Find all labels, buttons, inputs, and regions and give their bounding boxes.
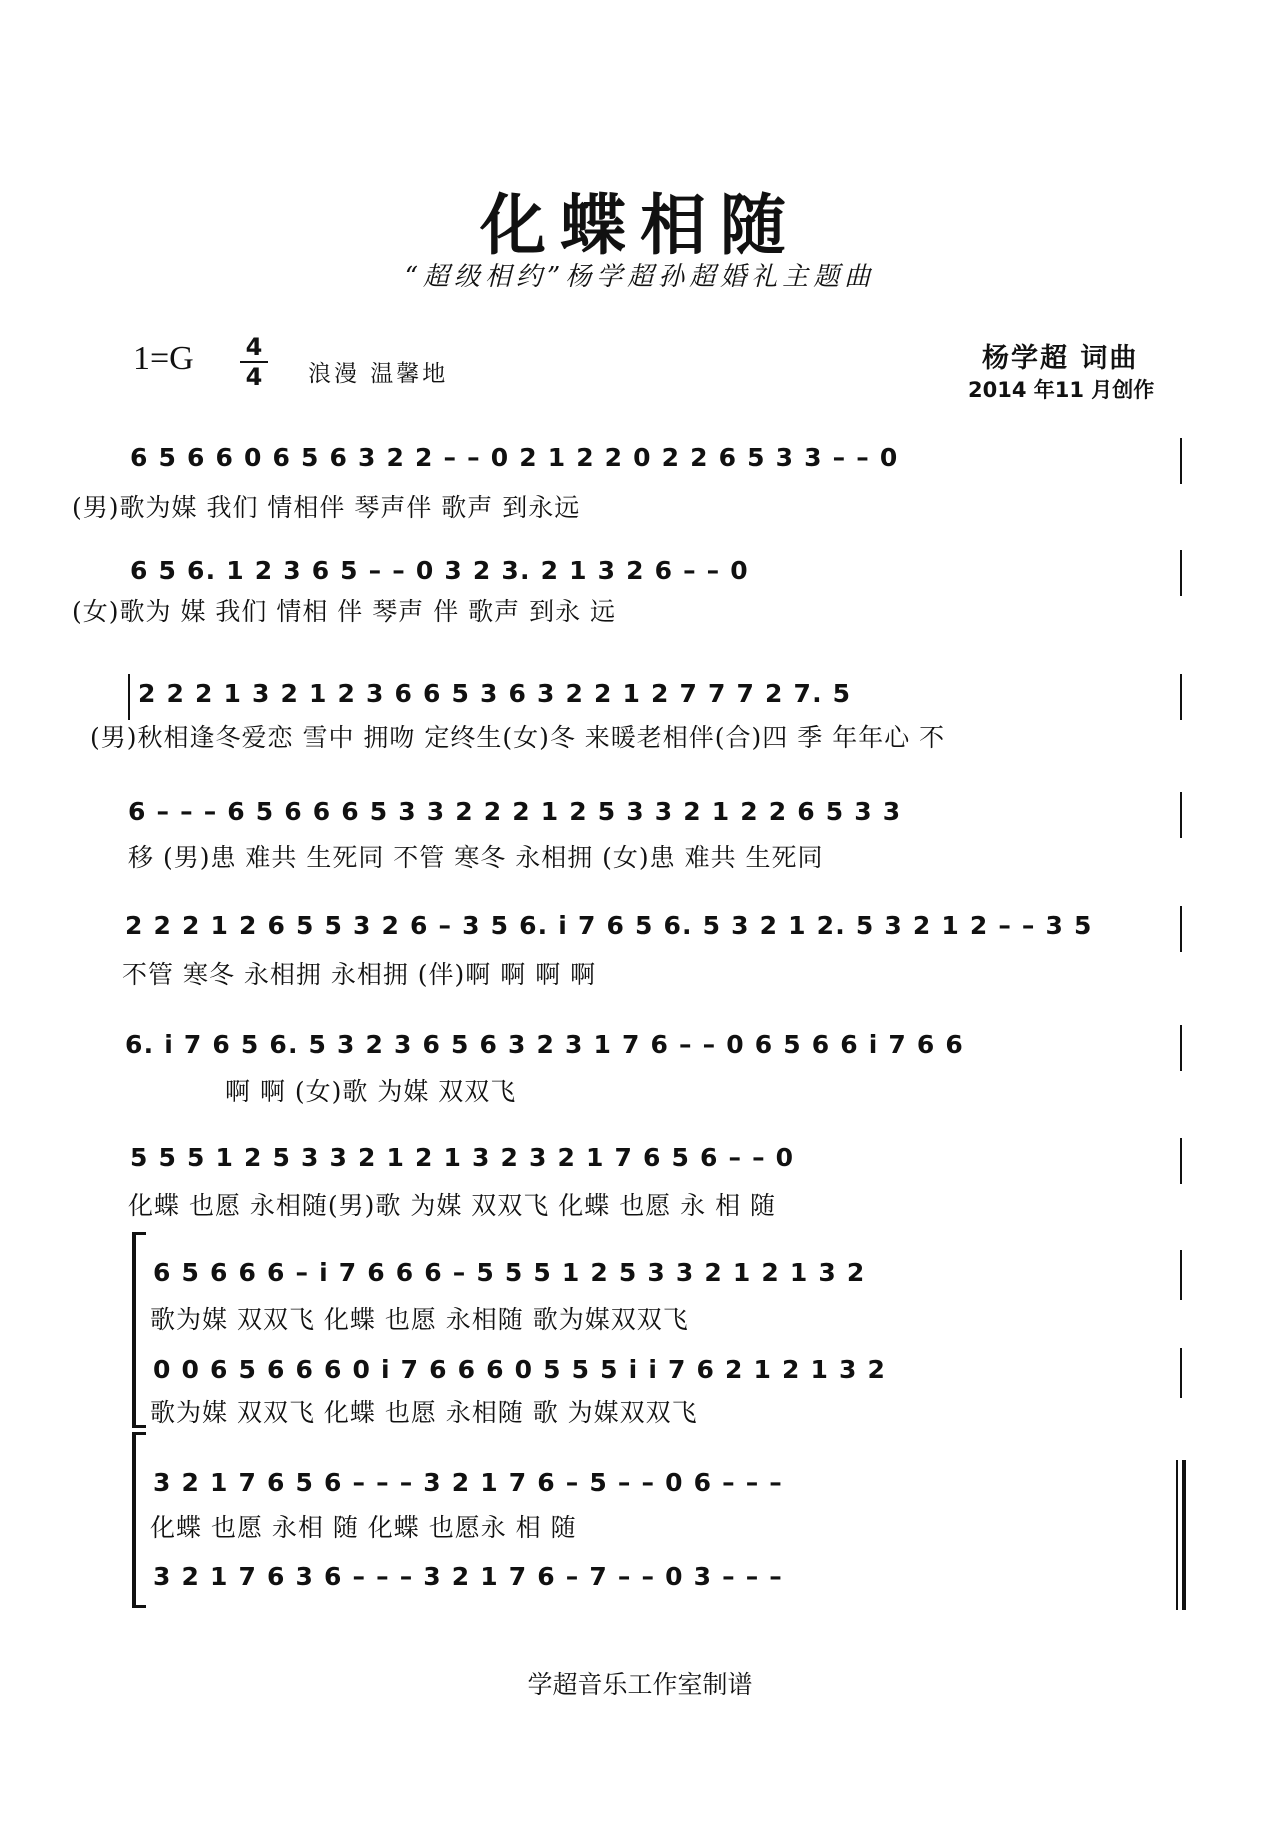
- score-lyrics-row: 化蝶 也愿 永相随(男)歌 为媒 双双飞 化蝶 也愿 永 相 随: [128, 1191, 777, 1220]
- final-barline: [1176, 1460, 1178, 1610]
- score-notes-row: 6. i 7 6 5 6. 5 3 2 3 6 5 6 3 2 3 1 7 6 – – 0 6 5 6 6 i 7 6 6: [125, 1030, 965, 1059]
- score-lyrics-row: 移 (男)患 难共 生死同 不管 寒冬 永相拥 (女)患 难共 生死同: [128, 843, 824, 872]
- barline: [1180, 906, 1182, 952]
- song-subtitle: “超级相约”杨学超孙超婚礼主题曲: [404, 262, 876, 292]
- barline: [1180, 792, 1182, 838]
- score-lyrics-row: 不管 寒冬 永相拥 永相拥 (伴)啊 啊 啊 啊: [122, 960, 597, 989]
- score-notes-row: 3 2 1 7 6 3 6 – – – 3 2 1 7 6 – 7 – – 0 3 – – –: [153, 1562, 784, 1591]
- time-signature: [240, 334, 268, 390]
- footer-credit: 学超音乐工作室制谱: [527, 1670, 753, 1699]
- score-notes-row: 3 2 1 7 6 5 6 – – – 3 2 1 7 6 – 5 – – 0 6 – – –: [153, 1468, 784, 1497]
- score-lyrics-row: 歌为媒 双双飞 化蝶 也愿 永相随 歌 为媒双双飞: [150, 1398, 698, 1427]
- song-title: 化蝶相随: [480, 187, 800, 264]
- score-lyrics-row: (男)歌为媒 我们 情相伴 琴声伴 歌声 到永远: [72, 493, 581, 522]
- meter-bottom: 4: [245, 363, 263, 391]
- barline: [1180, 1025, 1182, 1071]
- score-notes-row: 6 5 6 6 6 – i 7 6 6 6 – 5 5 5 1 2 5 3 3 2 1 2 1 3 2: [153, 1258, 866, 1287]
- tempo-marking: 浪漫 温馨地: [308, 361, 449, 387]
- barline: [1180, 438, 1182, 484]
- key-signature: 1=G: [133, 340, 194, 377]
- score-notes-row: 2 2 2 1 2 6 5 5 3 2 6 – 3 5 6. i 7 6 5 6. 5 3 2 1 2. 5 3 2 1 2 – – 3 5: [125, 911, 1093, 940]
- author-credit: 杨学超 词曲: [982, 343, 1139, 374]
- score-notes-row: 6 5 6. 1 2 3 6 5 – – 0 3 2 3. 2 1 3 2 6 – – 0: [130, 556, 749, 585]
- score-notes-row: 6 – – – 6 5 6 6 6 5 3 3 2 2 2 1 2 5 3 3 2 1 2 2 6 5 3 3: [128, 797, 902, 826]
- score-notes-row: 5 5 5 1 2 5 3 3 2 1 2 1 3 2 3 2 1 7 6 5 6 – – 0: [130, 1143, 795, 1172]
- score-lyrics-row: (男)秋相逢冬爱恋 雪中 拥吻 定终生(女)冬 来暖老相伴(合)四 季 年年心 不: [90, 723, 946, 752]
- barline: [1180, 674, 1182, 720]
- score-lyrics-row: 歌为媒 双双飞 化蝶 也愿 永相随 歌为媒双双飞: [150, 1305, 689, 1334]
- system-brace: [132, 1432, 146, 1608]
- score-notes-row: 0 0 6 5 6 6 6 0 i 7 6 6 6 0 5 5 5 i i 7 6 2 1 2 1 3 2: [153, 1355, 887, 1384]
- barline: [128, 674, 130, 720]
- barline: [1180, 1348, 1182, 1398]
- barline: [1180, 550, 1182, 596]
- score-lyrics-row: 啊 啊 (女)歌 为媒 双双飞: [225, 1077, 517, 1106]
- system-brace: [132, 1232, 146, 1428]
- score-lyrics-row: 化蝶 也愿 永相 随 化蝶 也愿永 相 随: [150, 1513, 577, 1542]
- score-notes-row: 2 2 2 1 3 2 1 2 3 6 6 5 3 6 3 2 2 1 2 7 7 7 2 7. 5: [138, 679, 852, 708]
- barline: [1180, 1138, 1182, 1184]
- barline: [1180, 1250, 1182, 1300]
- score-notes-row: 6 5 6 6 0 6 5 6 3 2 2 – – 0 2 1 2 2 0 2 2 6 5 3 3 – – 0: [130, 443, 899, 472]
- final-barline: [1182, 1460, 1186, 1610]
- meter-top: 4: [245, 333, 263, 361]
- score-lyrics-row: (女)歌为 媒 我们 情相 伴 琴声 伴 歌声 到永 远: [72, 597, 617, 626]
- creation-date: 2014 年11 月创作: [968, 378, 1155, 402]
